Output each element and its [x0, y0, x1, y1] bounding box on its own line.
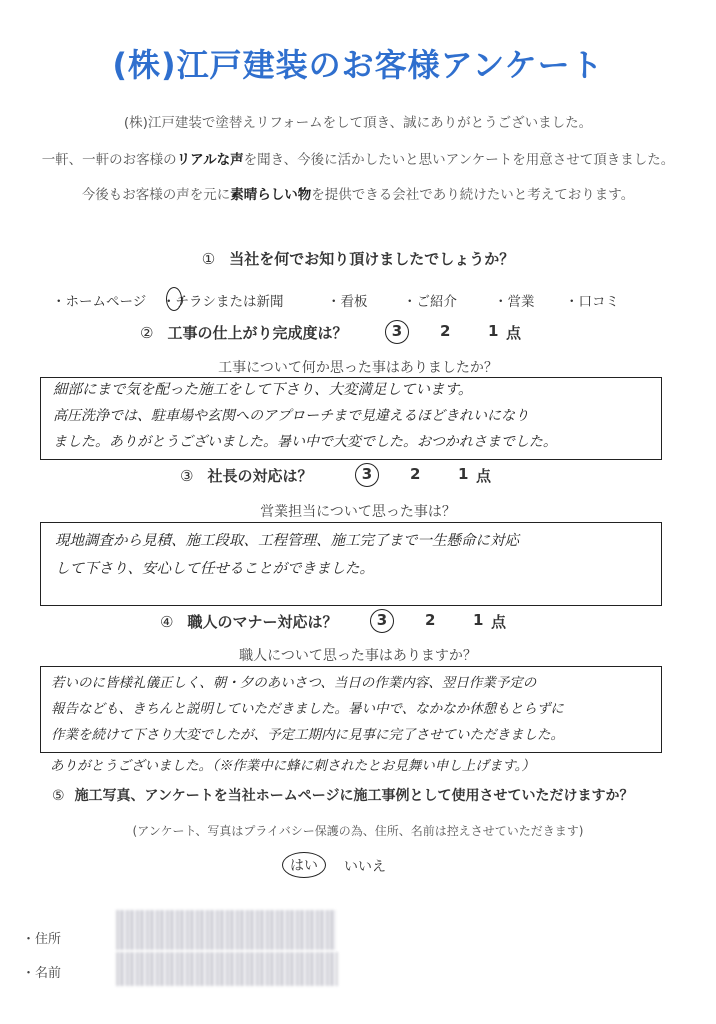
name-redacted — [116, 952, 338, 986]
q2-score-2: 2 — [440, 322, 451, 340]
question-3: ③ 社長の対応は？ — [180, 467, 313, 485]
q4-answer-line-4: ありがとうございました。（※作業中に蜂に刺されたとお見舞い申し上げます。） — [50, 758, 535, 774]
q3-score-1: 1 — [458, 465, 469, 483]
q2-answer-box — [40, 377, 662, 460]
intro-line-3: 今後もお客様の声を元に素晴らしい物を提供できる会社であり続けたいと考えております。 — [81, 187, 635, 203]
q5-answer-no: いいえ — [344, 859, 386, 875]
q2-answer-line-2: 高圧洗浄では、駐車場や玄関へのアプローチまで見違えるほどきれいになり — [53, 408, 529, 424]
question-1: ① 当社を何でお知り頂けましたでしょうか？ — [201, 250, 515, 268]
q2-answer-line-3: ました。ありがとうございました。暑い中で大変でした。おつかれさまでした。 — [53, 434, 557, 450]
q3-score-unit: 点 — [476, 467, 492, 485]
q1-option-sales: ・営業 — [494, 294, 535, 310]
question-4: ④ 職人のマナー対応は？ — [160, 613, 338, 631]
q3-answer-box — [40, 522, 662, 606]
address-label: ・住所 — [22, 932, 62, 947]
q1-option-referral: ・ご紹介 — [403, 294, 457, 310]
address-redacted — [116, 910, 336, 950]
q4-answer-line-1: 若いのに皆様礼儀正しく、朝・夕のあいさつ、当日の作業内容、翌日作業予定の — [51, 675, 537, 691]
q1-option-homepage: ・ホームページ — [52, 294, 147, 310]
q2-score-unit: 点 — [506, 324, 522, 342]
q3-subquestion: 営業担当について思った事は？ — [260, 504, 456, 520]
q2-score-3-selected: 3 — [385, 320, 409, 344]
q3-score — [355, 463, 515, 487]
q5-answer-yes: はい — [282, 852, 326, 878]
q3-answer-line-2: して下さり、安心して任せることができました。 — [55, 561, 374, 577]
q1-option-sign: ・看板 — [327, 294, 368, 310]
q4-subquestion: 職人について思った事はありますか？ — [239, 648, 477, 664]
q3-answer-line-1: 現地調査から見積、施工段取、工程管理、施工完了まで一生懸命に対応 — [55, 533, 519, 549]
question-5: ⑤ 施工写真、アンケートを当社ホームページに施工事例として使用させていただけますか？ — [52, 788, 634, 804]
q3-score-2: 2 — [410, 465, 421, 483]
q5-privacy-note: (アンケート、写真はプライバシー保護の為、住所、名前は控えさせていただきます) — [132, 824, 584, 838]
q4-answer-line-2: 報告なども、きちんと説明していただきました。暑い中で、なかなか休憩もとらずに — [51, 701, 564, 717]
q2-score-1: 1 — [488, 322, 499, 340]
q4-answer-box — [40, 666, 662, 753]
q2-answer-line-1: 細部にまで気を配った施工をして下さり、大変満足しています。 — [53, 382, 473, 398]
q4-score-3-selected: 3 — [370, 609, 394, 633]
q4-score — [370, 609, 530, 633]
q4-score-2: 2 — [425, 611, 436, 629]
q3-score-3-selected: 3 — [355, 463, 379, 487]
intro-line-2: 一軒、一軒のお客様のリアルな声を聞き、今後に活かしたいと思いアンケートを用意させて頂きました。 — [41, 152, 675, 168]
q4-score-unit: 点 — [491, 613, 507, 631]
q1-option-wordofmouth: ・口コミ — [565, 294, 619, 310]
intro-line-1: (株)江戸建装で塗替えリフォームをして頂き、誠にありがとうございました。 — [123, 115, 593, 131]
q2-score — [385, 320, 545, 344]
q1-option-flyer: ・チラシまたは新聞 — [162, 290, 284, 310]
name-label: ・名前 — [22, 966, 62, 981]
q4-score-1: 1 — [473, 611, 484, 629]
question-2: ② 工事の仕上がり完成度は？ — [140, 324, 348, 342]
q4-answer-line-3: 作業を続けて下さり大変でしたが、予定工期内に見事に完了させていただきました。 — [51, 727, 564, 743]
page-title: (株)江戸建装のお客様アンケート — [112, 46, 604, 84]
selected-mark — [166, 287, 182, 311]
q2-subquestion: 工事について何か思った事はありましたか？ — [218, 360, 498, 376]
